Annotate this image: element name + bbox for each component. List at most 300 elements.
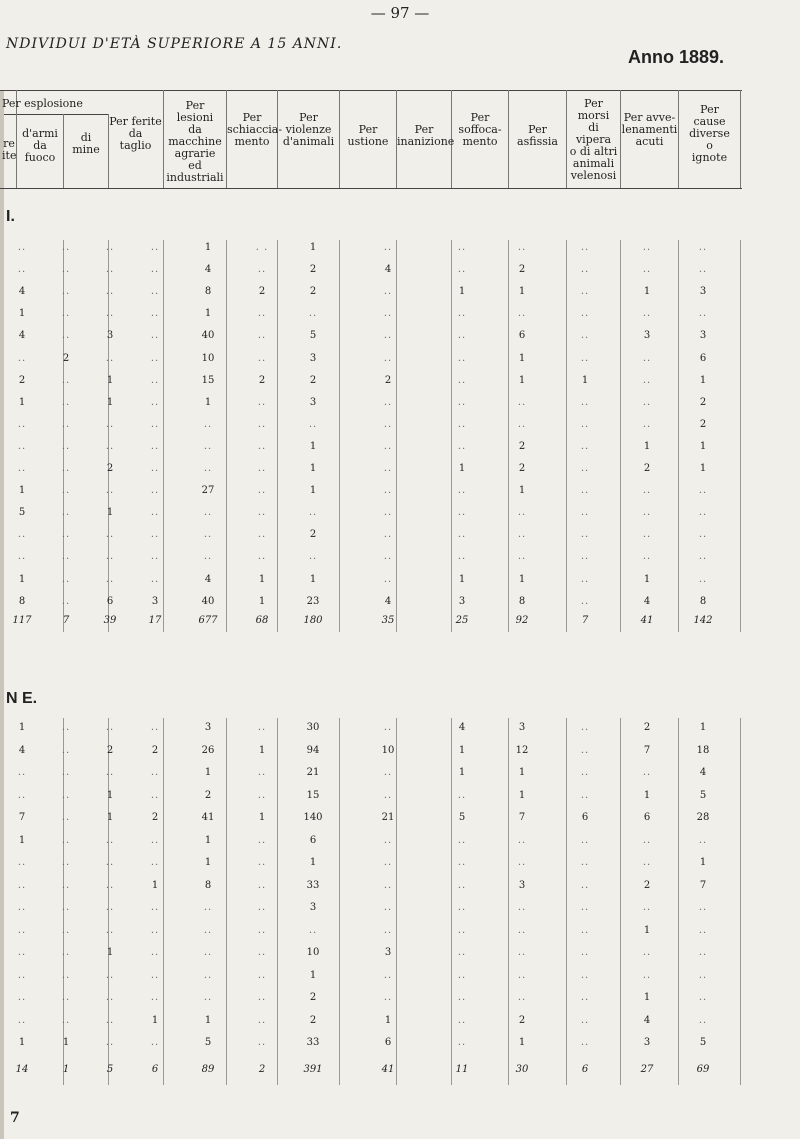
table-cell: .. bbox=[61, 744, 71, 756]
table-cell: .. bbox=[580, 722, 590, 733]
table-cell: 41 bbox=[201, 812, 215, 823]
table-cell: .. bbox=[383, 330, 393, 342]
header-soffocamento-line: Per bbox=[470, 111, 490, 124]
table-cell: 5 bbox=[699, 1037, 707, 1048]
table-cell: .. bbox=[203, 551, 213, 563]
total-cell: 677 bbox=[198, 615, 218, 626]
table-cell: .. bbox=[642, 507, 652, 519]
year-label: Anno 1889. bbox=[628, 47, 725, 67]
table-cell: 2 bbox=[699, 418, 707, 430]
header-armi-da-fuoco bbox=[18, 128, 62, 164]
header-morsi-line: di bbox=[588, 121, 599, 134]
total-cell: 17 bbox=[148, 615, 162, 626]
table-cell: .. bbox=[580, 767, 590, 778]
table-cell: 18 bbox=[696, 744, 710, 756]
table-cell: .. bbox=[383, 924, 393, 936]
table-cell: .. bbox=[150, 308, 160, 320]
table-cell: .. bbox=[105, 879, 115, 891]
body-col-rule bbox=[620, 718, 621, 1085]
table-cell: .. bbox=[457, 947, 467, 958]
table-cell: .. bbox=[203, 947, 213, 958]
table-cell: .. bbox=[61, 529, 71, 541]
table-cell: .. bbox=[698, 308, 708, 320]
header-cause-line: o bbox=[706, 139, 713, 152]
total-cell: 2 bbox=[258, 1064, 266, 1075]
table-cell: 1 bbox=[309, 485, 317, 497]
table-cell: .. bbox=[61, 463, 71, 474]
table-cell: 2 bbox=[643, 722, 651, 733]
table-cell: 1 bbox=[643, 440, 651, 452]
header-ferite-line: da bbox=[128, 127, 143, 140]
header-esplosione: Per esplosione bbox=[2, 97, 83, 110]
esplosione-subrule bbox=[4, 114, 108, 115]
table-cell: .. bbox=[61, 969, 71, 981]
table-cell: .. bbox=[517, 242, 527, 253]
table-cell: .. bbox=[17, 969, 27, 981]
table-cell: 1 bbox=[258, 744, 266, 756]
header-inanizione-line: inanizione bbox=[397, 135, 455, 148]
table-cell: .. bbox=[580, 1037, 590, 1048]
table-cell: .. bbox=[105, 722, 115, 733]
table-cell: 3 bbox=[106, 330, 114, 342]
table-cell: .. bbox=[580, 992, 590, 1003]
body-col-rule bbox=[740, 718, 741, 1085]
table-cell: .. bbox=[580, 744, 590, 756]
table-cell: .. bbox=[308, 308, 318, 320]
table-cell: 1 bbox=[699, 440, 707, 452]
table-cell: .. bbox=[150, 551, 160, 563]
table-cell: .. bbox=[642, 529, 652, 541]
total-cell: 6 bbox=[581, 1064, 589, 1075]
table-cell: 2 bbox=[106, 744, 114, 756]
table-cell: 94 bbox=[306, 744, 320, 756]
bottom-mark: 7 bbox=[10, 1110, 20, 1126]
table-cell: .. bbox=[457, 440, 467, 452]
table-cell: 4 bbox=[458, 722, 466, 733]
table-cell: .. bbox=[457, 352, 467, 364]
table-cell: 1 bbox=[458, 463, 466, 474]
header-soffocamento bbox=[452, 112, 508, 148]
table-cell: .. bbox=[580, 551, 590, 563]
table-cell: .. bbox=[383, 529, 393, 541]
table-cell: .. bbox=[105, 352, 115, 364]
total-cell: 39 bbox=[103, 615, 117, 626]
header-lesioni-line: lesioni bbox=[176, 111, 214, 124]
table-cell: .. bbox=[105, 924, 115, 936]
table-cell: 4 bbox=[643, 595, 651, 607]
table-cell: 2 bbox=[699, 396, 707, 408]
table-cell: 33 bbox=[306, 1037, 320, 1048]
table-cell: 3 bbox=[384, 947, 392, 958]
table-cell: .. bbox=[580, 463, 590, 474]
total-cell: 27 bbox=[640, 1064, 654, 1075]
table-cell: .. bbox=[580, 242, 590, 253]
total-cell: 92 bbox=[515, 615, 529, 626]
table-cell: .. bbox=[383, 418, 393, 430]
table-cell: 1 bbox=[458, 767, 466, 778]
table-cell: .. bbox=[457, 396, 467, 408]
total-cell: 14 bbox=[15, 1064, 29, 1075]
table-cell: .. bbox=[61, 767, 71, 778]
header-avvelenamenti-line: Per avve- bbox=[623, 111, 676, 124]
table-cell: 30 bbox=[306, 722, 320, 733]
header-lesioni-line: agrarie bbox=[174, 147, 216, 160]
table-cell: .. bbox=[642, 242, 652, 253]
table-cell: 2 bbox=[518, 264, 526, 276]
table-cell: 1 bbox=[309, 573, 317, 585]
table-cell: 12 bbox=[515, 744, 529, 756]
table-cell: 1 bbox=[309, 463, 317, 474]
table-cell: .. bbox=[517, 969, 527, 981]
table-cell: 1 bbox=[643, 286, 651, 298]
table-cell: 2 bbox=[151, 744, 159, 756]
table-cell: .. bbox=[642, 418, 652, 430]
header-ferite bbox=[108, 116, 163, 152]
body-col-rule bbox=[678, 240, 679, 632]
header-cause-line: ignote bbox=[691, 151, 728, 164]
table-cell: .. bbox=[580, 947, 590, 958]
table-cell: .. bbox=[698, 551, 708, 563]
table-cell: .. bbox=[580, 573, 590, 585]
table-cell: .. bbox=[17, 529, 27, 541]
table-cell: .. bbox=[150, 374, 160, 386]
table-cell: .. bbox=[257, 902, 267, 913]
table-cell: 2 bbox=[62, 352, 70, 364]
table-cell: .. bbox=[150, 1037, 160, 1048]
table-cell: 2 bbox=[384, 374, 392, 386]
table-cell: 1 bbox=[18, 573, 26, 585]
table-cell: .. bbox=[61, 418, 71, 430]
table-cell: 1 bbox=[258, 573, 266, 585]
table-cell: 1 bbox=[204, 857, 212, 868]
total-cell: 180 bbox=[303, 615, 323, 626]
table-cell: .. bbox=[383, 834, 393, 846]
table-cell: .. bbox=[642, 551, 652, 563]
total-cell: 5 bbox=[106, 1064, 114, 1075]
header-lesioni-line: ed bbox=[188, 159, 202, 172]
table-cell: .. bbox=[457, 551, 467, 563]
table-cell: 1 bbox=[18, 834, 26, 846]
total-cell: 142 bbox=[693, 615, 713, 626]
header-ferite-line: Per ferite bbox=[109, 115, 162, 128]
table-cell: 1 bbox=[518, 789, 526, 801]
table-cell: .. bbox=[383, 722, 393, 733]
header-lesioni-line: da bbox=[188, 123, 202, 136]
header-col-rule bbox=[740, 90, 741, 188]
table-cell: 1 bbox=[106, 396, 114, 408]
table-cell: .. bbox=[580, 879, 590, 891]
table-cell: .. bbox=[150, 264, 160, 276]
table-cell: 21 bbox=[381, 812, 395, 823]
header-ustione bbox=[340, 124, 396, 148]
table-cell: .. bbox=[203, 463, 213, 474]
table-cell: 1 bbox=[518, 286, 526, 298]
table-cell: .. bbox=[257, 767, 267, 778]
table-cell: 1 bbox=[699, 722, 707, 733]
table-cell: 1 bbox=[309, 969, 317, 981]
table-cell: 1 bbox=[151, 1014, 159, 1026]
table-cell: .. bbox=[457, 264, 467, 276]
table-cell: .. bbox=[517, 551, 527, 563]
header-cause-line: cause bbox=[693, 115, 726, 128]
table-cell: 10 bbox=[201, 352, 215, 364]
table-cell: 7 bbox=[699, 879, 707, 891]
table-cell: 6 bbox=[309, 834, 317, 846]
table-cell: .. bbox=[150, 902, 160, 913]
table-cell: .. bbox=[61, 947, 71, 958]
table-cell: .. bbox=[383, 857, 393, 868]
table-cell: 8 bbox=[204, 879, 212, 891]
table-cell: .. bbox=[642, 902, 652, 913]
table-cell: .. bbox=[642, 485, 652, 497]
table-cell: .. bbox=[61, 722, 71, 733]
header-armi-da-fuoco-line: d'armi bbox=[22, 127, 58, 140]
table-cell: .. bbox=[580, 308, 590, 320]
table-cell: .. bbox=[383, 902, 393, 913]
table-cell: .. bbox=[17, 264, 27, 276]
table-cell: .. bbox=[61, 485, 71, 497]
table-cell: 6 bbox=[699, 352, 707, 364]
table-cell: .. bbox=[150, 722, 160, 733]
table-cell: .. bbox=[105, 767, 115, 778]
table-cell: 1 bbox=[62, 1037, 70, 1048]
page-number: — 97 — bbox=[370, 4, 430, 22]
table-cell: .. bbox=[150, 767, 160, 778]
table-cell: .. bbox=[257, 485, 267, 497]
table-cell: .. bbox=[61, 789, 71, 801]
table-cell: .. bbox=[150, 992, 160, 1003]
table-cell: .. bbox=[61, 330, 71, 342]
table-cell: .. bbox=[517, 507, 527, 519]
table-cell: .. bbox=[17, 551, 27, 563]
table-cell: 2 bbox=[643, 463, 651, 474]
table-cell: 3 bbox=[204, 722, 212, 733]
header-schiacciamento-line: mento bbox=[234, 135, 270, 148]
table-cell: 1 bbox=[518, 767, 526, 778]
table-cell: 1 bbox=[106, 507, 114, 519]
table-cell: .. bbox=[61, 924, 71, 936]
table-cell: .. bbox=[257, 992, 267, 1003]
table-cell: 3 bbox=[518, 879, 526, 891]
header-avvelenamenti-line: acuti bbox=[635, 135, 664, 148]
table-cell: 1 bbox=[204, 242, 212, 253]
table-cell: .. bbox=[17, 352, 27, 364]
table-cell: 2 bbox=[309, 286, 317, 298]
table-cell: .. bbox=[580, 507, 590, 519]
table-cell: .. bbox=[105, 992, 115, 1003]
header-morsi-line: animali bbox=[572, 157, 615, 170]
header-avvelenamenti bbox=[621, 112, 678, 148]
table-cell: 1 bbox=[18, 308, 26, 320]
table-cell: 1 bbox=[204, 396, 212, 408]
header-violenze-line: Per bbox=[299, 111, 318, 124]
table-cell: .. bbox=[17, 767, 27, 778]
table-cell: .. bbox=[150, 947, 160, 958]
table-cell: .. bbox=[642, 264, 652, 276]
table-cell: 10 bbox=[381, 744, 395, 756]
table-cell: 7 bbox=[518, 812, 526, 823]
table-cell: .. bbox=[383, 573, 393, 585]
table-cell: .. bbox=[61, 857, 71, 868]
table-cell: .. bbox=[150, 485, 160, 497]
header-cause-line: diverse bbox=[689, 127, 730, 140]
table-cell: 2 bbox=[204, 789, 212, 801]
table-cell: .. bbox=[150, 330, 160, 342]
table-cell: 2 bbox=[151, 812, 159, 823]
table-cell: .. bbox=[17, 1014, 27, 1026]
table-cell: 8 bbox=[204, 286, 212, 298]
header-schiacciamento bbox=[227, 111, 283, 148]
table-cell: .. bbox=[203, 440, 213, 452]
table-cell: .. bbox=[257, 529, 267, 541]
table-cell: .. bbox=[203, 924, 213, 936]
table-cell: .. bbox=[17, 947, 27, 958]
table-cell: 15 bbox=[201, 374, 215, 386]
header-violenze-line: d'animali bbox=[282, 135, 335, 148]
total-cell: 89 bbox=[201, 1064, 215, 1075]
header-lesioni-line: industriali bbox=[166, 171, 224, 184]
table-cell: 1 bbox=[18, 485, 26, 497]
table-cell: .. bbox=[61, 573, 71, 585]
table-cell: .. bbox=[61, 507, 71, 519]
header-soffocamento-line: mento bbox=[462, 135, 498, 148]
table-cell: .. bbox=[61, 242, 71, 253]
table-cell: 5 bbox=[699, 789, 707, 801]
header-asfissia-line: Per bbox=[528, 123, 547, 136]
table-cell: .. bbox=[150, 924, 160, 936]
table-cell: .. bbox=[457, 529, 467, 541]
table-cell: 8 bbox=[18, 595, 26, 607]
table-cell: 1 bbox=[106, 374, 114, 386]
table-cell: 6 bbox=[643, 812, 651, 823]
table-cell: .. bbox=[642, 969, 652, 981]
header-armi-da-fuoco-line: fuoco bbox=[24, 151, 56, 164]
table-cell: 1 bbox=[151, 879, 159, 891]
table-cell: .. bbox=[517, 834, 527, 846]
table-cell: 10 bbox=[306, 947, 320, 958]
table-cell: .. bbox=[642, 352, 652, 364]
table-cell: .. bbox=[580, 1014, 590, 1026]
header-morsi-line: velenosi bbox=[570, 169, 617, 182]
table-cell: .. bbox=[150, 286, 160, 298]
table-cell: 1 bbox=[458, 286, 466, 298]
table-cell: .. bbox=[257, 330, 267, 342]
table-cell: .. bbox=[257, 789, 267, 801]
table-cell: .. bbox=[105, 264, 115, 276]
table-cell: .. bbox=[61, 812, 71, 823]
table-cell: .. bbox=[150, 242, 160, 253]
table-cell: .. bbox=[105, 834, 115, 846]
table-cell: .. bbox=[257, 969, 267, 981]
table-cell: 1 bbox=[518, 573, 526, 585]
table-cell: 21 bbox=[306, 767, 320, 778]
table-cell: .. bbox=[698, 485, 708, 497]
table-cell: .. bbox=[257, 463, 267, 474]
table-cell: 1 bbox=[204, 834, 212, 846]
total-cell: 41 bbox=[640, 615, 654, 626]
total-cell: 11 bbox=[455, 1064, 469, 1075]
table-cell: .. bbox=[457, 1037, 467, 1048]
table-cell: 1 bbox=[643, 924, 651, 936]
header-schiacciamento-line: Per bbox=[242, 111, 262, 124]
header-asfissia bbox=[509, 124, 566, 148]
table-cell: .. bbox=[257, 947, 267, 958]
table-cell: .. bbox=[17, 924, 27, 936]
table-cell: .. bbox=[203, 992, 213, 1003]
header-inanizione bbox=[397, 123, 455, 148]
table-cell: 1 bbox=[204, 1014, 212, 1026]
table-cell: .. bbox=[517, 947, 527, 958]
table-cell: .. bbox=[61, 308, 71, 320]
table-cell: .. bbox=[580, 529, 590, 541]
table-cell: 1 bbox=[106, 812, 114, 823]
table-cell: 3 bbox=[309, 396, 317, 408]
table-cell: .. bbox=[457, 507, 467, 519]
table-cell: 3 bbox=[151, 595, 159, 607]
table-cell: .. bbox=[517, 308, 527, 320]
table-cell: 4 bbox=[384, 264, 392, 276]
table-cell: 33 bbox=[306, 879, 320, 891]
header-armi-da-fuoco-line: da bbox=[33, 139, 47, 152]
table-cell: 4 bbox=[699, 767, 707, 778]
table-cell: .. bbox=[150, 507, 160, 519]
table-cell: .. bbox=[150, 440, 160, 452]
table-cell: .. bbox=[61, 551, 71, 563]
total-cell: 117 bbox=[12, 615, 32, 626]
table-cell: 2 bbox=[106, 463, 114, 474]
table-cell: .. bbox=[61, 834, 71, 846]
table-cell: .. bbox=[580, 396, 590, 408]
table-cell: 3 bbox=[458, 595, 466, 607]
table-cell: 5 bbox=[204, 1037, 212, 1048]
table-cell: .. bbox=[580, 330, 590, 342]
table-cell: 5 bbox=[18, 507, 26, 519]
header-cause-line: Per bbox=[700, 103, 719, 116]
table-cell: 1 bbox=[518, 1037, 526, 1048]
table-cell: .. bbox=[203, 418, 213, 430]
table-cell: .. bbox=[257, 879, 267, 891]
table-cell: 1 bbox=[258, 812, 266, 823]
table-cell: .. bbox=[105, 902, 115, 913]
table-cell: 140 bbox=[303, 812, 323, 823]
header-avvelenamenti-line: lenamenti bbox=[621, 123, 678, 136]
running-title: NDIVIDUI D'ETÀ SUPERIORE A 15 ANNI. bbox=[6, 36, 343, 52]
table-cell: .. bbox=[642, 834, 652, 846]
table-cell: .. bbox=[61, 264, 71, 276]
table-cell: .. bbox=[257, 857, 267, 868]
header-morsi bbox=[567, 98, 620, 182]
table-cell: .. bbox=[150, 573, 160, 585]
table-cell: 1 bbox=[204, 308, 212, 320]
table-cell: 6 bbox=[384, 1037, 392, 1048]
table-cell: 7 bbox=[18, 812, 26, 823]
table-cell: 4 bbox=[18, 744, 26, 756]
table-cell: .. bbox=[580, 286, 590, 298]
header-inanizione-line: Per bbox=[414, 123, 434, 136]
table-cell: 4 bbox=[18, 286, 26, 298]
table-cell: .. bbox=[17, 418, 27, 430]
table-cell: 4 bbox=[204, 573, 212, 585]
table-cell: .. bbox=[308, 924, 318, 936]
header-morsi-line: Per morsi bbox=[577, 97, 610, 122]
table-cell: .. bbox=[17, 789, 27, 801]
header-ustione-line: ustione bbox=[347, 135, 389, 148]
table-cell: .. bbox=[105, 529, 115, 541]
table-cell: .. bbox=[580, 418, 590, 430]
table-cell: .. bbox=[105, 1014, 115, 1026]
table-cell: .. bbox=[105, 485, 115, 497]
table-cell: 1 bbox=[384, 1014, 392, 1026]
